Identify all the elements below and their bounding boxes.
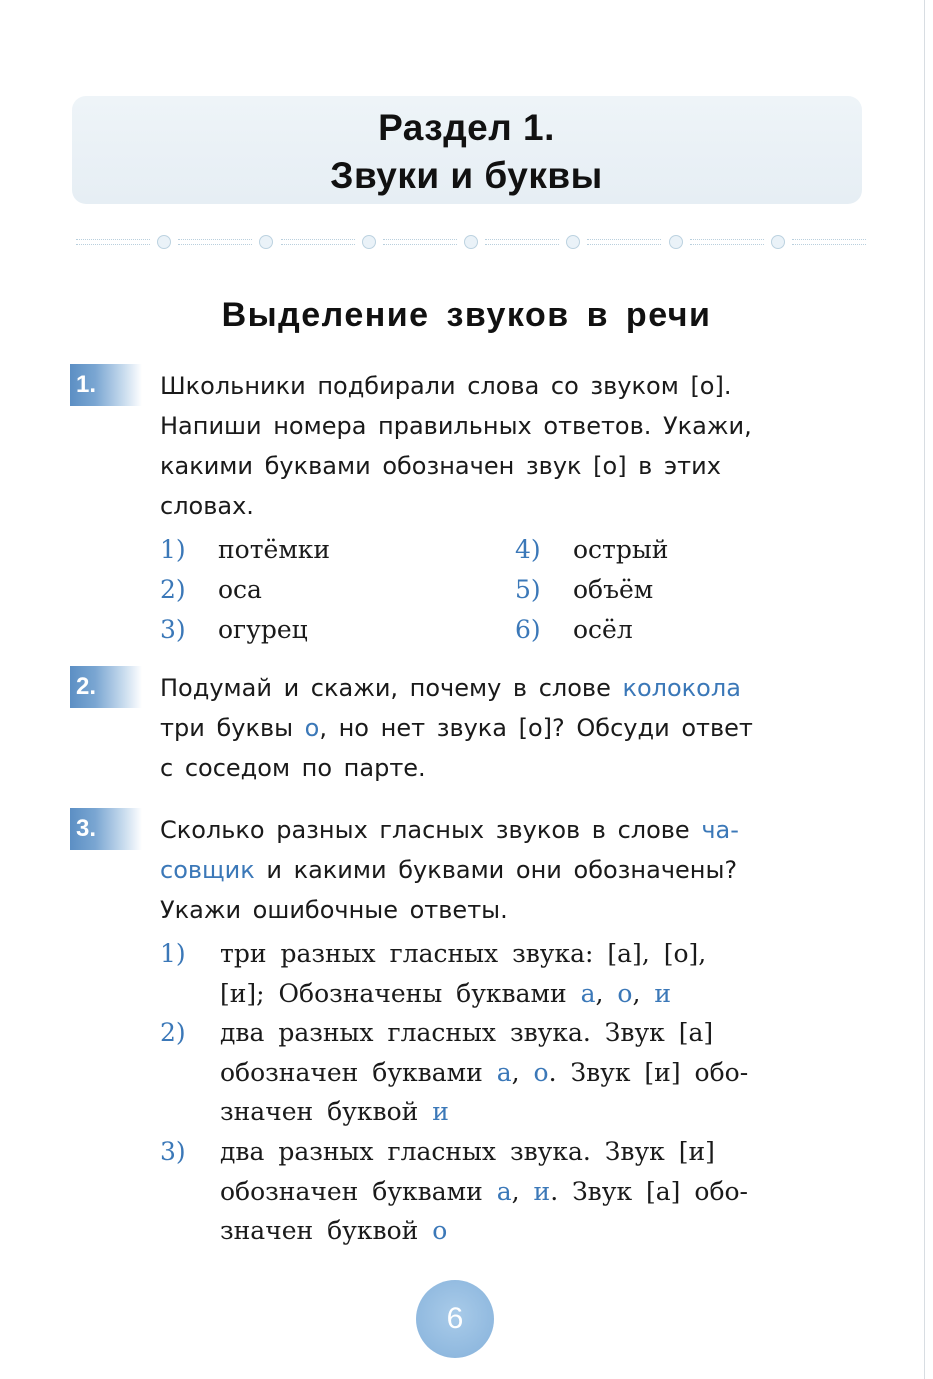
task-1-line: словах. <box>160 492 254 520</box>
option-item: 4) острый <box>515 535 669 564</box>
task-1-line: Школьники подбирали слова со звуком [о]. <box>160 372 732 400</box>
decorative-divider-icon <box>76 232 866 252</box>
highlighted-letter: о <box>304 714 320 742</box>
option-item: 5) объём <box>515 575 654 604</box>
option-item: 1) потёмки <box>160 535 331 564</box>
answer-option: 2) два разных гласных звука. Звук [а] обозначен буквами а, о. Звук [и] обо- значен буквой и <box>160 1018 749 1126</box>
option-item: 6) осёл <box>515 615 633 644</box>
task-1-line: Напиши номера правильных ответов. Укажи, <box>160 412 752 440</box>
task-2-text: Подумай и скажи, почему в слове колокола три буквы о, но нет звука [о]? Обсуди ответ с соседом по парте. <box>160 674 753 782</box>
task-3-text: Сколько разных гласных звуков в слове ча- совщик и какими буквами они обозначены? Укажи ошибочные ответы. <box>160 816 739 924</box>
highlighted-word: колокола <box>622 674 741 702</box>
option-item: 2) оса <box>160 575 262 604</box>
answer-option: 3) два разных гласных звука. Звук [и] обозначен буквами а, и. Звук [а] обо- значен буквой о <box>160 1137 748 1245</box>
task-1-line: какими буквами обозначен звук [о] в этих <box>160 452 721 480</box>
page-number: 6 <box>416 1280 494 1358</box>
highlighted-word: ча- <box>701 816 739 844</box>
answer-option: 1) три разных гласных звука: [а], [о], [и]; Обозначены буквами а, о, и <box>160 939 707 1008</box>
option-item: 3) огурец <box>160 615 308 644</box>
page-edge <box>924 0 925 1379</box>
chapter-name: Звуки и буквы <box>330 155 603 196</box>
section-title: Выделение звуков в речи <box>221 296 712 334</box>
task-number-badge: 1. <box>70 364 142 406</box>
chapter-number: Раздел 1. <box>378 107 555 148</box>
chapter-title <box>0 104 933 200</box>
task-1-text <box>160 366 870 526</box>
task-number-badge: 2. <box>70 666 142 708</box>
task-number-badge: 3. <box>70 808 142 850</box>
highlighted-word: совщик <box>160 856 255 884</box>
